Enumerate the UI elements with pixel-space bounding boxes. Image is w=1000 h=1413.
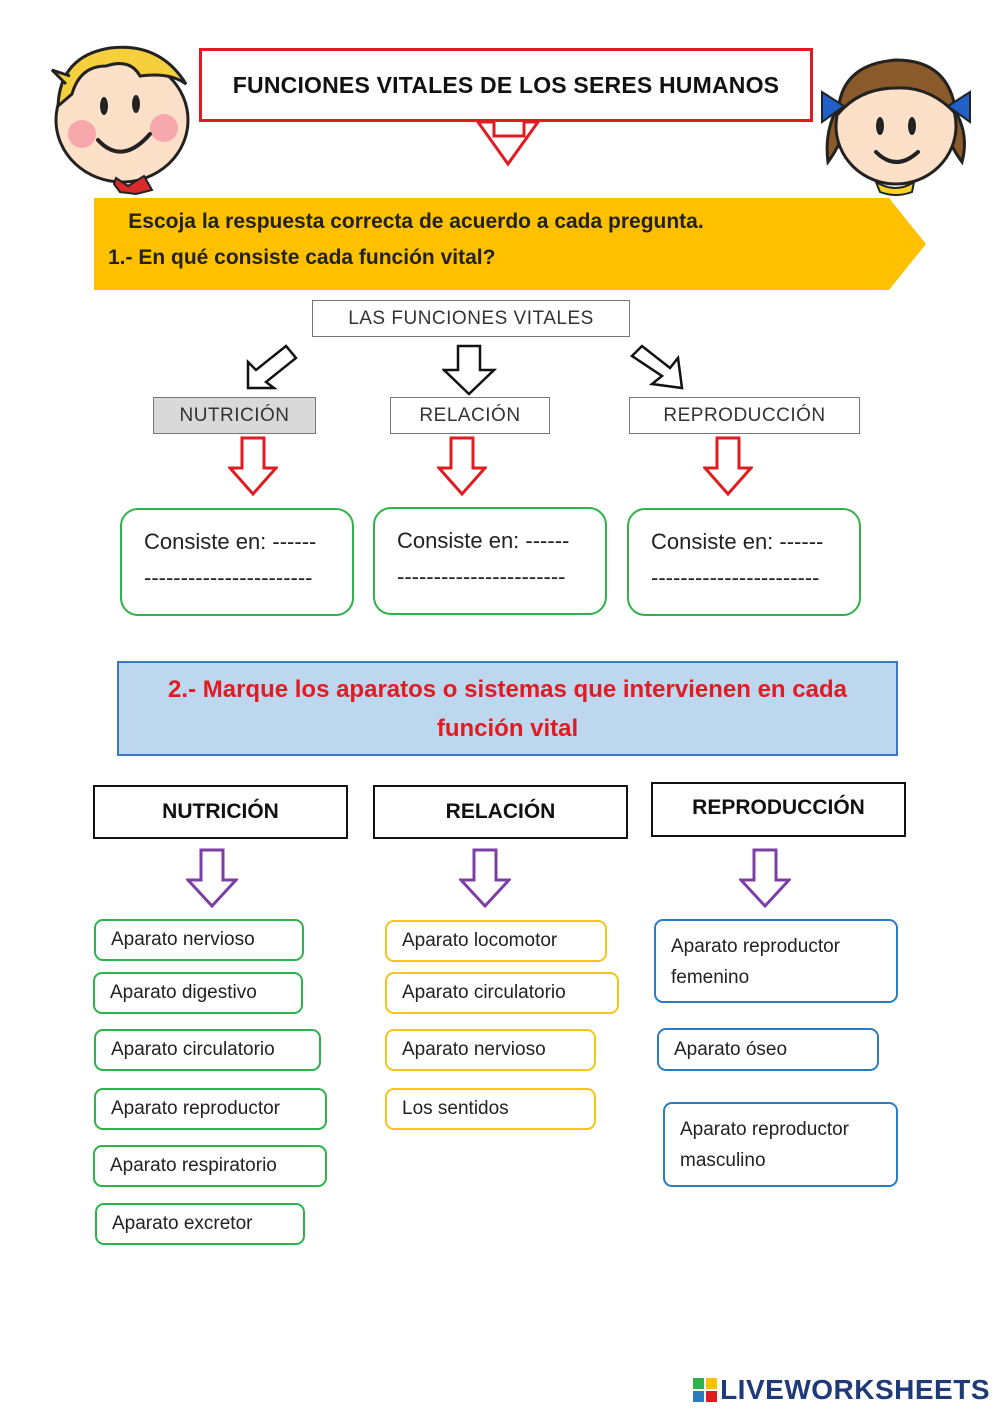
option-text: femenino: [671, 967, 750, 988]
answer-prompt: Consiste en: ------: [144, 529, 317, 554]
purple-down-arrow-icon: [739, 848, 791, 908]
red-down-arrow-icon: [228, 436, 278, 496]
question-2-line1: 2.- Marque los aparatos o sistemas que intervienen en cada: [168, 675, 847, 703]
title-callout-arrow: [470, 118, 546, 170]
girl-character-illustration: [810, 36, 980, 196]
page-title: FUNCIONES VITALES DE LOS SERES HUMANOS: [199, 48, 813, 122]
option-nutricion-aparato-digestivo[interactable]: Aparato digestivo: [93, 972, 303, 1014]
option-nutricion-aparato-excretor[interactable]: Aparato excretor: [95, 1203, 305, 1245]
question-1-text: 1.- En qué consiste cada función vital?: [108, 246, 496, 269]
liveworksheets-logo: [692, 1374, 990, 1406]
option-reproduccion-aparato-oseo[interactable]: [657, 1028, 879, 1071]
diagonal-right-arrow-icon: [628, 340, 688, 392]
option-nutricion-aparato-circulatorio[interactable]: Aparato circulatorio: [94, 1029, 321, 1071]
column-header-nutricion: NUTRICIÓN: [93, 785, 348, 839]
column-header-reproduccion: REPRODUCCIÓN: [651, 782, 906, 837]
answer-blank-line: -----------------------: [397, 564, 566, 589]
diagonal-left-arrow-icon: [240, 342, 310, 394]
option-nutricion-aparato-reproductor[interactable]: Aparato reproductor: [94, 1088, 327, 1130]
function-box-nutricion: NUTRICIÓN: [153, 397, 316, 434]
answer-prompt: Consiste en: ------: [397, 528, 570, 553]
question-2-box: [117, 661, 898, 756]
option-text: Aparato reproductor: [680, 1119, 849, 1140]
option-text: Aparato óseo: [674, 1039, 788, 1060]
option-text: masculino: [680, 1150, 766, 1171]
answer-prompt: Consiste en: ------: [651, 529, 824, 554]
question-2-line2: función vital: [436, 714, 579, 742]
purple-down-arrow-icon: [186, 848, 238, 908]
function-box-relacion: RELACIÓN: [390, 397, 550, 434]
answer-box-nutricion[interactable]: [120, 508, 354, 616]
option-reproduccion-aparato-reproductor-femenino[interactable]: [654, 919, 898, 1003]
option-text: Aparato reproductor: [671, 936, 840, 957]
answer-box-relacion[interactable]: [373, 507, 607, 615]
option-relacion-aparato-circulatorio[interactable]: Aparato circulatorio: [385, 972, 619, 1014]
red-down-arrow-icon: [703, 436, 753, 496]
down-arrow-icon: [442, 344, 498, 396]
option-reproduccion-aparato-reproductor-masculino[interactable]: [663, 1102, 898, 1187]
liveworksheets-logo-text: LIVEWORKSHEETS: [720, 1374, 990, 1405]
answer-blank-line: -----------------------: [144, 565, 313, 590]
diagram-root-box: LAS FUNCIONES VITALES: [312, 300, 630, 337]
answer-box-reproduccion[interactable]: [627, 508, 861, 616]
option-nutricion-aparato-nervioso[interactable]: Aparato nervioso: [94, 919, 304, 961]
purple-down-arrow-icon: [459, 848, 511, 908]
answer-blank-line: -----------------------: [651, 565, 820, 590]
option-nutricion-aparato-respiratorio[interactable]: Aparato respiratorio: [93, 1145, 327, 1187]
option-relacion-aparato-locomotor[interactable]: Aparato locomotor: [385, 920, 607, 962]
red-down-arrow-icon: [437, 436, 487, 496]
liveworksheets-logo-icon: [692, 1377, 718, 1403]
option-relacion-aparato-nervioso[interactable]: Aparato nervioso: [385, 1029, 596, 1071]
boy-character-illustration: [40, 36, 200, 196]
column-header-relacion: RELACIÓN: [373, 785, 628, 839]
function-box-reproduccion: REPRODUCCIÓN: [629, 397, 860, 434]
option-relacion-los-sentidos[interactable]: Los sentidos: [385, 1088, 596, 1130]
instruction-text: Escoja la respuesta correcta de acuerdo a cada pregunta.: [128, 210, 704, 233]
